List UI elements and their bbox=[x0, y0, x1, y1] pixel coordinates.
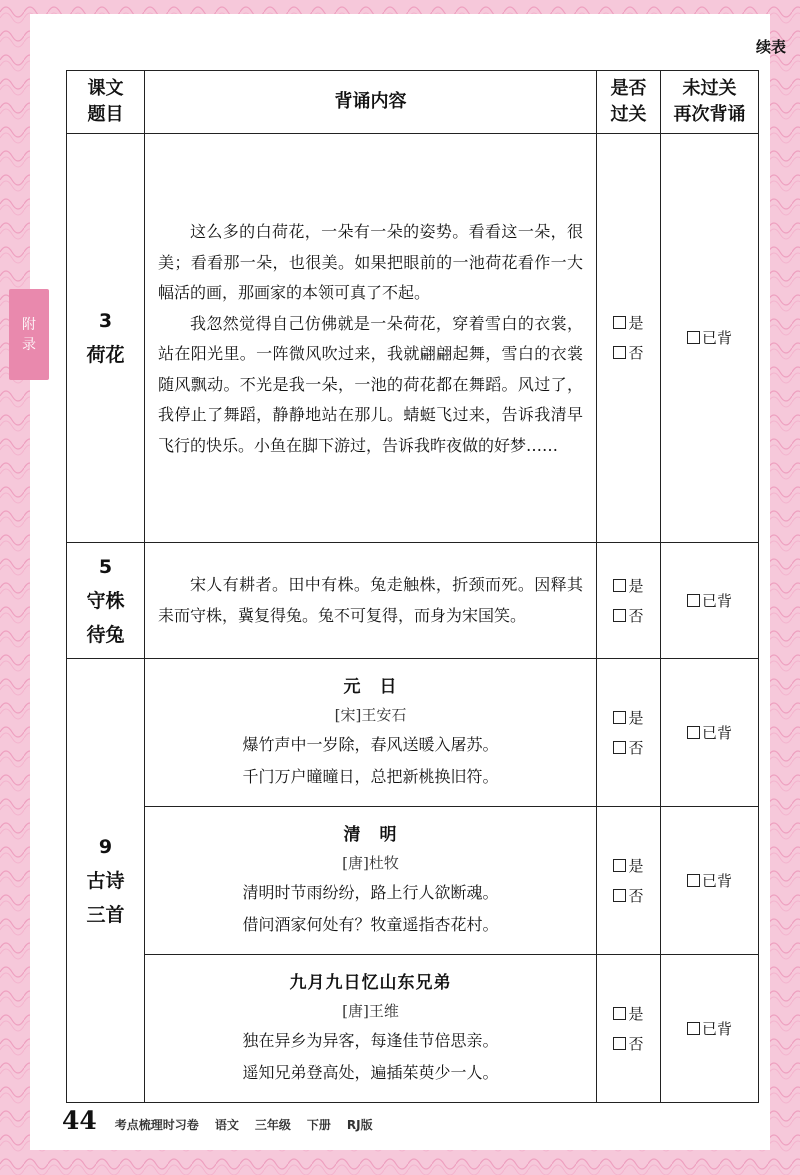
checkbox-square-icon bbox=[613, 889, 626, 902]
footer-subject: 语文 bbox=[214, 1118, 239, 1132]
poem-cell bbox=[145, 807, 597, 955]
passed-cell bbox=[597, 543, 661, 659]
passed-cell bbox=[597, 134, 661, 543]
page-footer bbox=[62, 1106, 389, 1135]
retry-cell bbox=[661, 807, 759, 955]
checkbox-square-icon bbox=[613, 579, 626, 592]
yes-label: 是 bbox=[628, 856, 644, 875]
poem-cell bbox=[145, 659, 597, 807]
header-lesson: 课文 题目 bbox=[67, 71, 145, 134]
header-retry: 未过关 再次背诵 bbox=[661, 71, 759, 134]
yes-label: 是 bbox=[628, 314, 644, 332]
lesson-title: 古诗 bbox=[86, 869, 125, 892]
recited-label: 已背 bbox=[701, 591, 732, 610]
no-label: 否 bbox=[628, 1034, 644, 1053]
no-checkbox[interactable] bbox=[613, 1029, 643, 1059]
checkbox-square-icon bbox=[687, 1022, 700, 1035]
recited-label: 已背 bbox=[701, 329, 732, 347]
table-row bbox=[67, 134, 759, 543]
yes-label: 是 bbox=[628, 576, 644, 595]
table-row bbox=[67, 807, 759, 955]
continued-label: 续表 bbox=[755, 38, 786, 56]
recited-checkbox[interactable] bbox=[687, 1020, 732, 1038]
yes-checkbox[interactable] bbox=[613, 999, 643, 1029]
retry-cell bbox=[661, 134, 759, 543]
header-content: 背诵内容 bbox=[145, 71, 597, 134]
poem-line: 遥知兄弟登高处，遍插茱萸少一人。 bbox=[242, 1062, 499, 1082]
yes-label: 是 bbox=[628, 1004, 644, 1023]
lesson-number: 3 bbox=[98, 310, 113, 332]
checkbox-square-icon bbox=[613, 1037, 626, 1050]
checkbox-square-icon bbox=[613, 741, 626, 754]
no-checkbox[interactable] bbox=[613, 733, 643, 763]
lesson-number: 9 bbox=[98, 835, 113, 858]
yes-checkbox[interactable] bbox=[613, 851, 643, 881]
lesson-cell bbox=[67, 659, 145, 1103]
poem-line: 爆竹声中一岁除，春风送暖入屠苏。 bbox=[242, 734, 499, 754]
poem-line: 清明时节雨纷纷，路上行人欲断魂。 bbox=[242, 882, 499, 902]
checkbox-square-icon bbox=[687, 594, 700, 607]
retry-cell bbox=[661, 955, 759, 1103]
checkbox-square-icon bbox=[613, 859, 626, 872]
checkbox-square-icon bbox=[687, 874, 700, 887]
poem-author: [唐]王维 bbox=[342, 1001, 399, 1020]
lesson-title: 荷花 bbox=[86, 344, 125, 366]
footer-grade: 三年级 bbox=[254, 1118, 291, 1132]
recited-checkbox[interactable] bbox=[687, 329, 732, 347]
recited-checkbox[interactable] bbox=[687, 872, 732, 890]
recitation-text bbox=[145, 134, 597, 543]
no-label: 否 bbox=[628, 886, 644, 905]
lesson-number: 5 bbox=[98, 555, 113, 578]
footer-volume: 下册 bbox=[306, 1118, 331, 1132]
table-header bbox=[67, 71, 759, 134]
poem-author: [唐]杜牧 bbox=[342, 853, 399, 872]
lesson-cell bbox=[67, 543, 145, 659]
retry-cell bbox=[661, 543, 759, 659]
appendix-tab bbox=[9, 289, 49, 380]
yes-checkbox[interactable] bbox=[613, 571, 643, 601]
appendix-tab-char: 录 bbox=[22, 336, 36, 353]
lesson-title: 待兔 bbox=[86, 623, 125, 646]
no-checkbox[interactable] bbox=[613, 601, 643, 631]
appendix-tab-char: 附 bbox=[22, 316, 36, 333]
lesson-title: 守株 bbox=[86, 589, 125, 612]
recited-label: 已背 bbox=[701, 723, 732, 742]
yes-label: 是 bbox=[628, 708, 644, 727]
recited-checkbox[interactable] bbox=[687, 592, 732, 610]
paragraph: 我忽然觉得自己仿佛就是一朵荷花，穿着雪白的衣裳，站在阳光里。一阵微风吹过来，我就翩翩起舞，雪白的衣裳随风飘动。不光是我一朵，一池的荷花都在舞蹈。风过了，我停止了舞蹈，静静地站在那儿。蜻蜓飞过来，告诉我清早飞行的快乐。小鱼在脚下游过，告诉我昨夜做的好梦…… bbox=[158, 313, 583, 455]
poem-cell bbox=[145, 955, 597, 1103]
checkbox-square-icon bbox=[613, 711, 626, 724]
recited-label: 已背 bbox=[701, 871, 732, 890]
paragraph: 这么多的白荷花，一朵有一朵的姿势。看看这一朵，很美；看看那一朵，也很美。如果把眼前的一池荷花看作一大幅活的画，那画家的本领可真了不起。 bbox=[158, 222, 583, 302]
page-number: 44 bbox=[62, 1106, 97, 1135]
yes-checkbox[interactable] bbox=[613, 308, 643, 338]
recitation-table bbox=[66, 70, 759, 1103]
no-label: 否 bbox=[628, 606, 644, 625]
paragraph: 宋人有耕者。田中有株。兔走触株，折颈而死。因释其耒而守株，冀复得兔。兔不可复得，而身为宋国笑。 bbox=[158, 575, 583, 625]
poem-line: 千门万户曈曈日，总把新桃换旧符。 bbox=[242, 766, 499, 786]
yes-checkbox[interactable] bbox=[613, 703, 643, 733]
passed-cell bbox=[597, 955, 661, 1103]
recitation-text bbox=[145, 543, 597, 659]
poem-title: 元 日 bbox=[343, 676, 398, 697]
checkbox-square-icon bbox=[613, 1007, 626, 1020]
no-label: 否 bbox=[628, 738, 644, 757]
checkbox-square-icon bbox=[687, 331, 700, 344]
checkbox-square-icon bbox=[613, 346, 626, 359]
retry-cell bbox=[661, 659, 759, 807]
passed-cell bbox=[597, 659, 661, 807]
recited-checkbox[interactable] bbox=[687, 724, 732, 742]
no-label: 否 bbox=[628, 344, 644, 362]
lesson-cell bbox=[67, 134, 145, 543]
poem-title: 九月九日忆山东兄弟 bbox=[289, 972, 452, 993]
header-passed: 是否 过关 bbox=[597, 71, 661, 134]
checkbox-square-icon bbox=[613, 316, 626, 329]
no-checkbox[interactable] bbox=[613, 881, 643, 911]
poem-author: [宋]王安石 bbox=[334, 705, 407, 724]
poem-line: 独在异乡为异客，每逢佳节倍思亲。 bbox=[242, 1030, 499, 1050]
checkbox-square-icon bbox=[613, 609, 626, 622]
footer-edition: RJ版 bbox=[346, 1118, 373, 1132]
lesson-title: 三首 bbox=[86, 903, 125, 926]
recited-label: 已背 bbox=[701, 1019, 732, 1038]
poem-line: 借问酒家何处有？牧童遥指杏花村。 bbox=[242, 914, 499, 934]
checkbox-square-icon bbox=[687, 726, 700, 739]
table-row bbox=[67, 955, 759, 1103]
table-row bbox=[67, 543, 759, 659]
passed-cell bbox=[597, 807, 661, 955]
no-checkbox[interactable] bbox=[613, 338, 643, 368]
poem-title: 清 明 bbox=[343, 824, 398, 845]
footer-series: 考点梳理时习卷 bbox=[114, 1118, 199, 1132]
table-row bbox=[67, 659, 759, 807]
